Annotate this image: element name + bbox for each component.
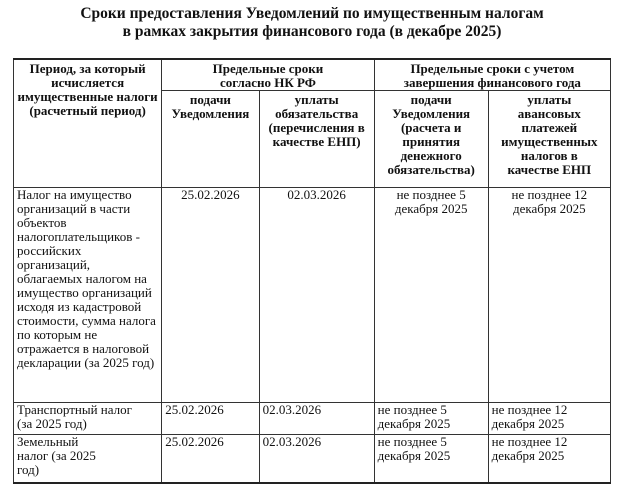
header-nk-submit: подачи Уведомления: [162, 91, 259, 188]
row-period: Налог на имущество организаций в части объектов налогоплательщиков - российских организаций, облагаемых налогом на имущество организаций исходя из кадастровой стоимости, сумма налога по которым не отражается в налоговой декларации (за 2025 год): [14, 188, 162, 403]
header-close-submit: подачи Уведомления (расчета и принятия денежного обязательства): [374, 91, 488, 188]
deadlines-table: [13, 58, 611, 484]
header-close-group: Предельные сроки с учетом завершения финансового года: [374, 59, 610, 91]
row-nk-pay: 02.03.2026: [259, 403, 374, 435]
row-close-submit: не позднее 5 декабря 2025: [374, 435, 488, 483]
row-period: Земельный налог (за 2025 год): [14, 435, 162, 483]
row-nk-submit: 25.02.2026: [162, 435, 259, 483]
row-close-submit: не позднее 5 декабря 2025: [374, 403, 488, 435]
row-nk-submit: 25.02.2026: [162, 188, 259, 403]
row-close-submit: не позднее 5 декабря 2025: [374, 188, 488, 403]
row-nk-pay: 02.03.2026: [259, 188, 374, 403]
table-row: [14, 435, 611, 483]
row-close-pay: не позднее 12 декабря 2025: [488, 188, 610, 403]
header-close-pay: уплаты авансовых платежей имущественных налогов в качестве ЕНП: [488, 91, 610, 188]
header-nk-pay: уплаты обязательства (перечисления в качестве ЕНП): [259, 91, 374, 188]
header-nk-group: Предельные сроки согласно НК РФ: [162, 59, 374, 91]
title-line-2: в рамках закрытия финансового года (в декабре 2025): [122, 23, 502, 40]
table-row: [14, 188, 611, 403]
header-period: Период, за который исчисляется имущественные налоги (расчетный период): [14, 59, 162, 188]
table-row: [14, 403, 611, 435]
row-nk-pay: 02.03.2026: [259, 435, 374, 483]
row-period: Транспортный налог (за 2025 год): [14, 403, 162, 435]
row-close-pay: не позднее 12 декабря 2025: [488, 435, 610, 483]
document-title: [0, 5, 624, 41]
row-close-pay: не позднее 12 декабря 2025: [488, 403, 610, 435]
row-nk-submit: 25.02.2026: [162, 403, 259, 435]
title-line-1: Сроки предоставления Уведомлений по имущественным налогам: [80, 5, 544, 22]
